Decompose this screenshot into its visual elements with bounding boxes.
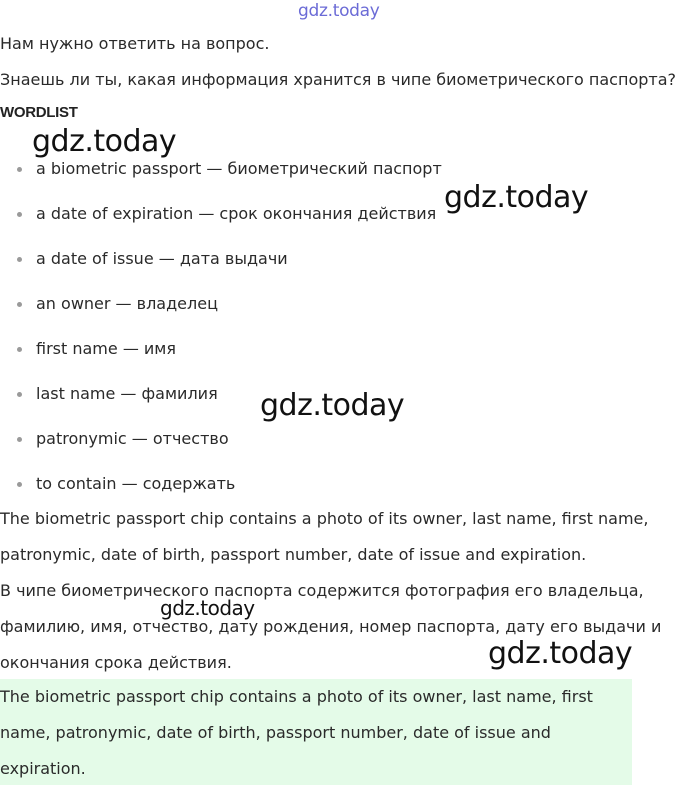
russian-paragraph-line-2: фамилию, имя, отчество, дату рождения, номер паспорта, дату его выдачи и — [0, 617, 662, 636]
watermark: gdz.today — [444, 180, 589, 215]
answer-line-2: name, patronymic, date of birth, passport number, date of issue and — [0, 723, 551, 742]
list-item-text: first name — имя — [36, 339, 176, 358]
bullet-icon — [17, 302, 22, 307]
list-item-text: last name — фамилия — [36, 384, 218, 403]
bullet-icon — [17, 167, 22, 172]
list-item — [0, 331, 442, 376]
list-item-text: a date of issue — дата выдачи — [36, 249, 288, 268]
bullet-icon — [17, 482, 22, 487]
intro-question: Знаешь ли ты, какая информация хранится в чипе биометрического паспорта? — [0, 70, 676, 89]
list-item-text: to contain — содержать — [36, 474, 236, 493]
russian-paragraph-line-1: В чипе биометрического паспорта содержится фотография его владельца, — [0, 581, 644, 600]
russian-paragraph-line-3: окончания срока действия. — [0, 653, 232, 672]
list-item — [0, 196, 442, 241]
list-item-text: a biometric passport — биометрический паспорт — [36, 159, 442, 178]
bullet-icon — [17, 392, 22, 397]
watermark: gdz.today — [32, 124, 177, 159]
watermark: gdz.today — [488, 636, 633, 671]
bullet-icon — [17, 212, 22, 217]
watermark-top: gdz.today — [298, 1, 380, 21]
list-item-text: patronymic — отчество — [36, 429, 229, 448]
answer-box — [0, 679, 632, 785]
list-item-text: a date of expiration — срок окончания действия — [36, 204, 437, 223]
list-item — [0, 466, 442, 511]
list-item — [0, 421, 442, 466]
list-item-text: an owner — владелец — [36, 294, 218, 313]
wordlist — [0, 151, 442, 511]
list-item — [0, 286, 442, 331]
bullet-icon — [17, 437, 22, 442]
list-item — [0, 241, 442, 286]
answer-line-3: expiration. — [0, 759, 86, 778]
intro-line-1: Нам нужно ответить на вопрос. — [0, 34, 270, 53]
watermark: gdz.today — [260, 388, 405, 423]
wordlist-heading: WORDLIST — [0, 104, 78, 121]
english-paragraph-line-2: patronymic, date of birth, passport number, date of issue and expiration. — [0, 545, 587, 564]
watermark: gdz.today — [160, 596, 255, 620]
answer-line-1: The biometric passport chip contains a photo of its owner, last name, first — [0, 687, 593, 706]
bullet-icon — [17, 347, 22, 352]
bullet-icon — [17, 257, 22, 262]
english-paragraph-line-1: The biometric passport chip contains a photo of its owner, last name, first name, — [0, 509, 649, 528]
